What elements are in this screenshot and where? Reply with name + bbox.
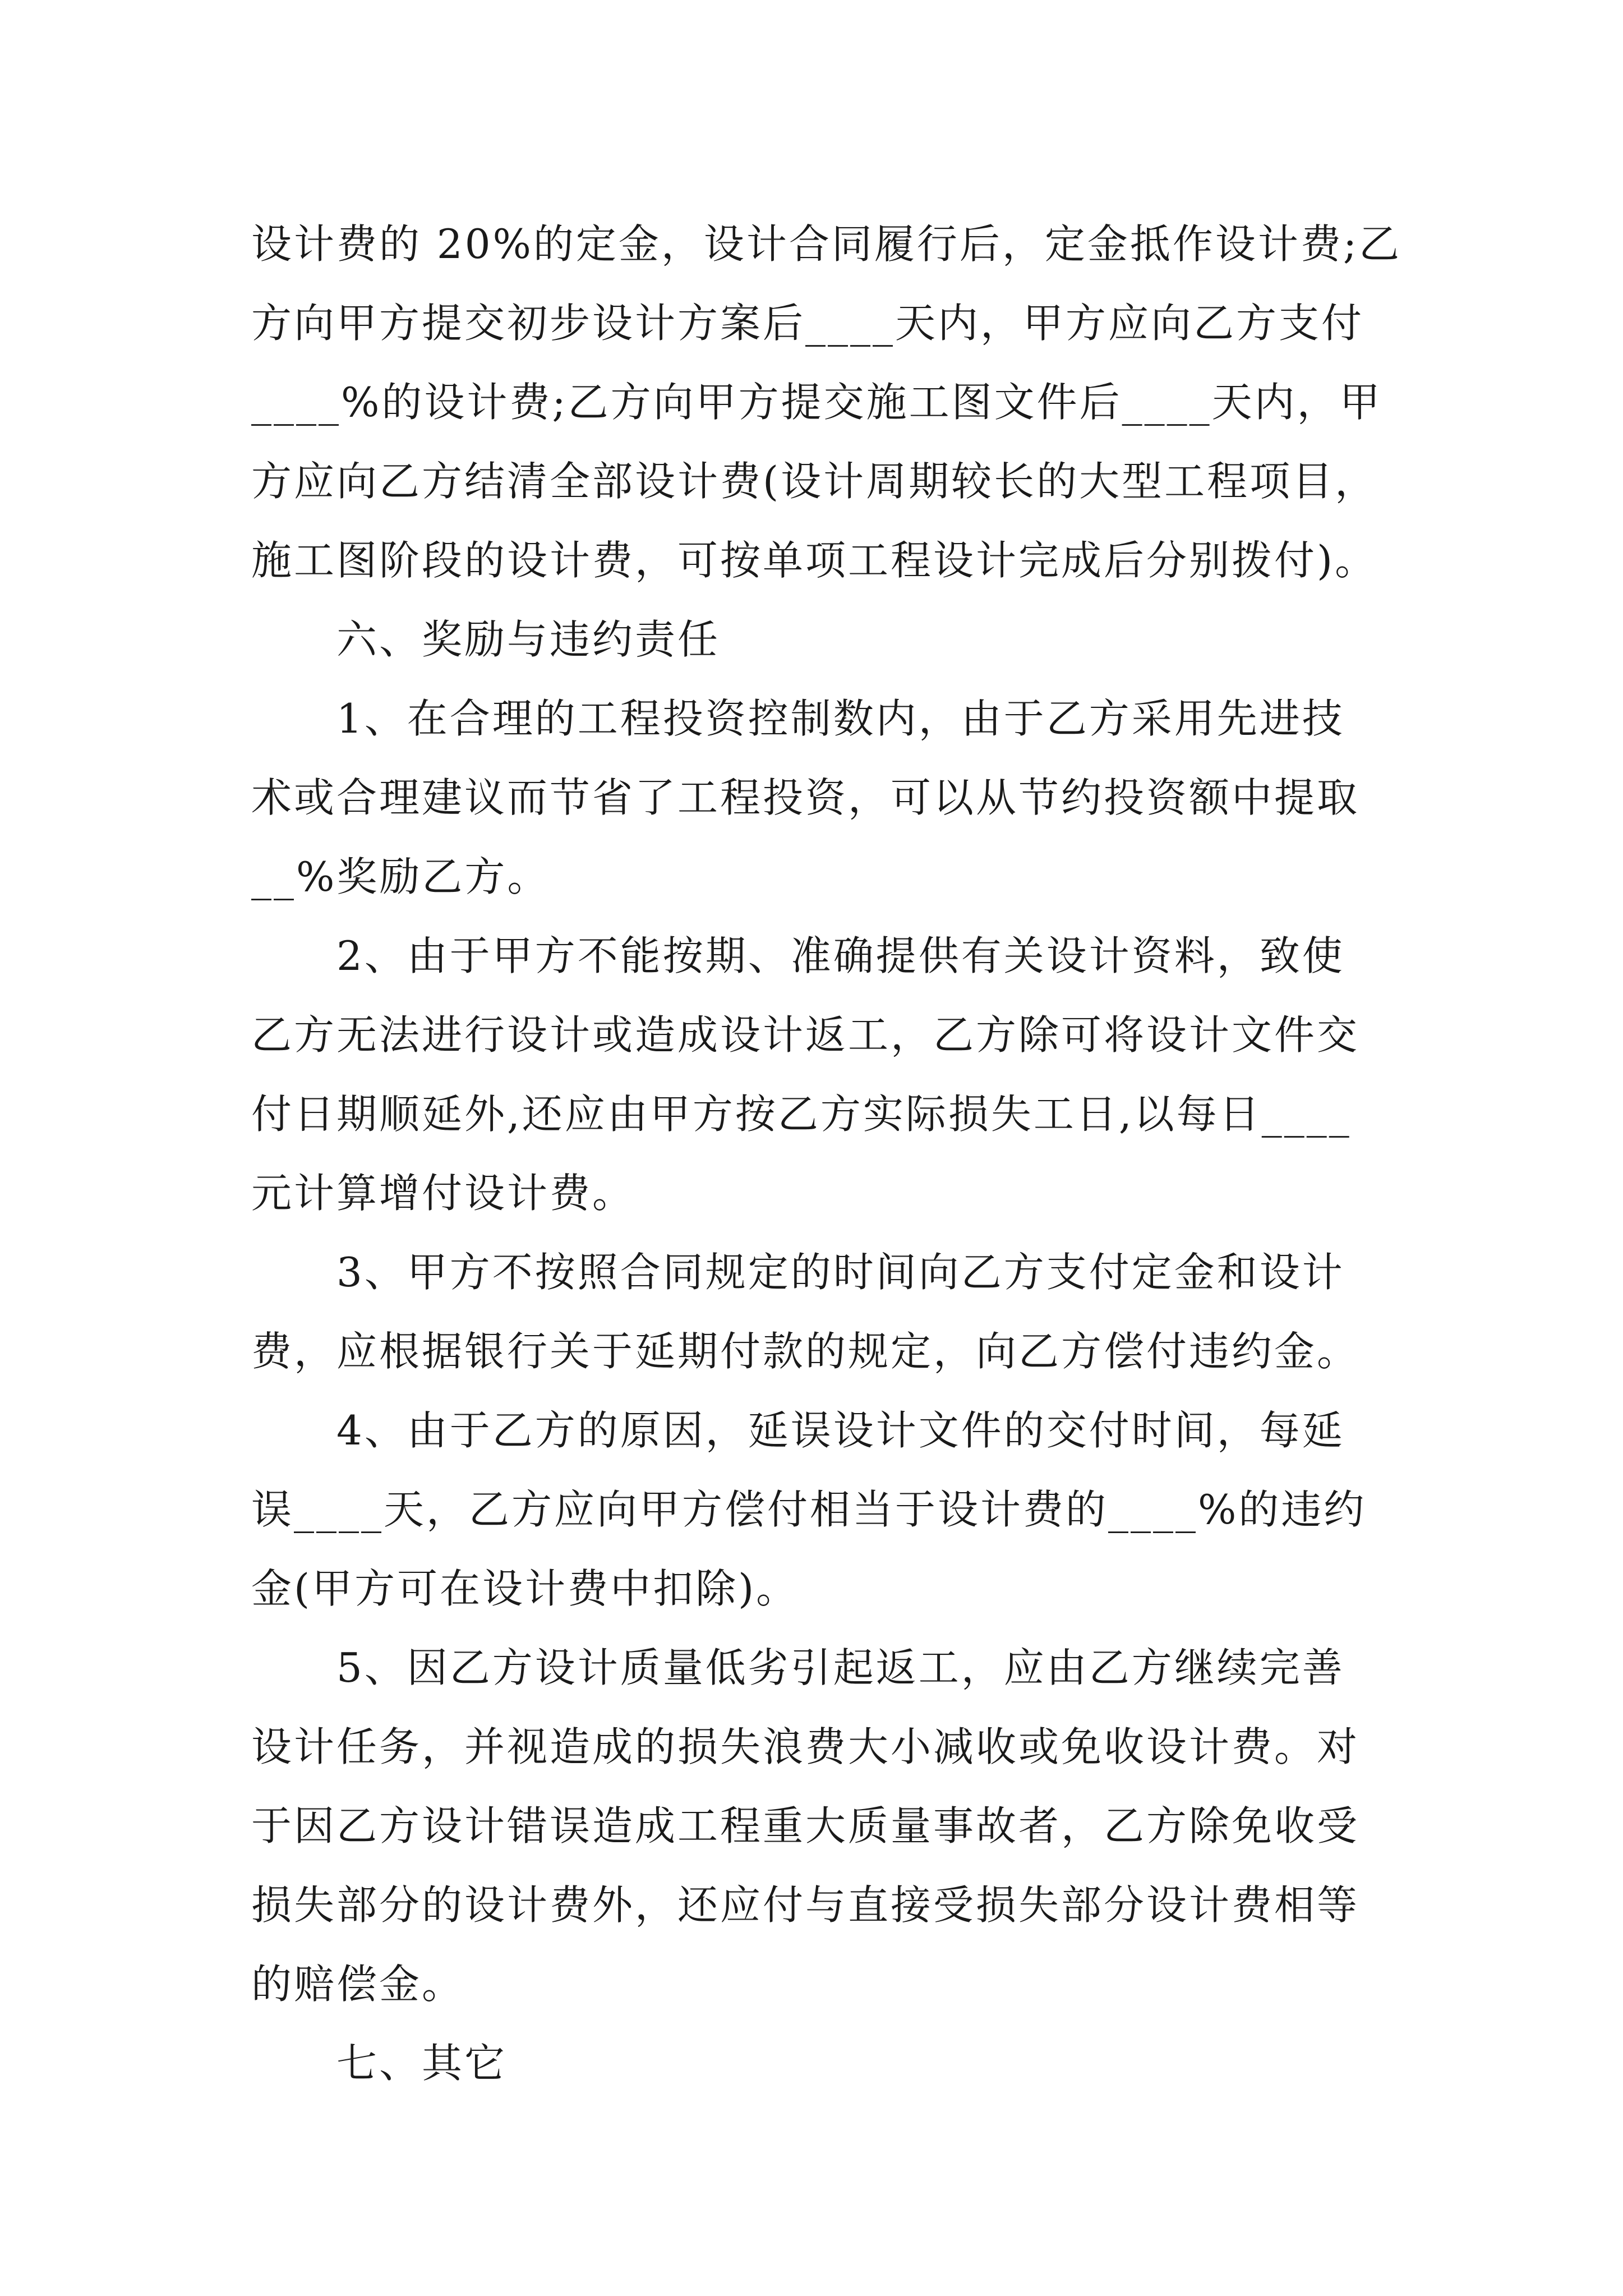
text-line: 的赔偿金。 bbox=[251, 1961, 465, 2008]
text-line: __%奖励乙方。 bbox=[251, 853, 550, 900]
text-line: 设计费的 20%的定金，设计合同履行后，定金抵作设计费;乙 bbox=[251, 220, 1402, 268]
text-line: ____%的设计费;乙方向甲方提交施工图文件后____天内，甲 bbox=[251, 379, 1382, 426]
text-line: 方向甲方提交初步设计方案后____天内，甲方应向乙方支付 bbox=[251, 300, 1364, 347]
text-line: 损失部分的设计费外，还应付与直接受损失部分设计费相等 bbox=[251, 1881, 1360, 1929]
clause-first-line: 2、由于甲方不能按期、准确提供有关设计资料，致使 bbox=[336, 932, 1345, 979]
section-heading: 六、奖励与违约责任 bbox=[336, 616, 721, 663]
text-line: 乙方无法进行设计或造成设计返工，乙方除可将设计文件交 bbox=[251, 1011, 1360, 1059]
text-line: 费，应根据银行关于延期付款的规定，向乙方偿付违约金。 bbox=[251, 1328, 1360, 1375]
text-line: 金(甲方可在设计费中扣除)。 bbox=[251, 1565, 799, 1612]
clause-first-line: 4、由于乙方的原因，延误设计文件的交付时间，每延 bbox=[336, 1407, 1345, 1454]
text-line: 术或合理建议而节省了工程投资，可以从节约投资额中提取 bbox=[251, 774, 1360, 821]
text-line: 设计任务，并视造成的损失浪费大小减收或免收设计费。对 bbox=[251, 1723, 1360, 1770]
text-line: 施工图阶段的设计费，可按单项工程设计完成后分别拨付)。 bbox=[251, 537, 1378, 584]
text-line: 方应向乙方结清全部设计费(设计周期较长的大型工程项目， bbox=[251, 458, 1378, 505]
clause-first-line: 3、甲方不按照合同规定的时间向乙方支付定金和设计 bbox=[336, 1249, 1345, 1296]
text-line: 元计算增付设计费。 bbox=[251, 1170, 635, 1217]
section-heading: 七、其它 bbox=[336, 2040, 508, 2087]
document-body bbox=[251, 205, 1402, 2103]
clause-first-line: 1、在合理的工程投资控制数内，由于乙方采用先进技 bbox=[336, 695, 1345, 742]
text-line: 于因乙方设计错误造成工程重大质量事故者，乙方除免收受 bbox=[251, 1802, 1360, 1849]
text-line: 付日期顺延外,还应由甲方按乙方实际损失工日,以每日____ bbox=[251, 1091, 1352, 1138]
clause-first-line: 5、因乙方设计质量低劣引起返工，应由乙方继续完善 bbox=[336, 1644, 1345, 1691]
text-line: 误____天，乙方应向甲方偿付相当于设计费的____%的违约 bbox=[251, 1486, 1367, 1533]
